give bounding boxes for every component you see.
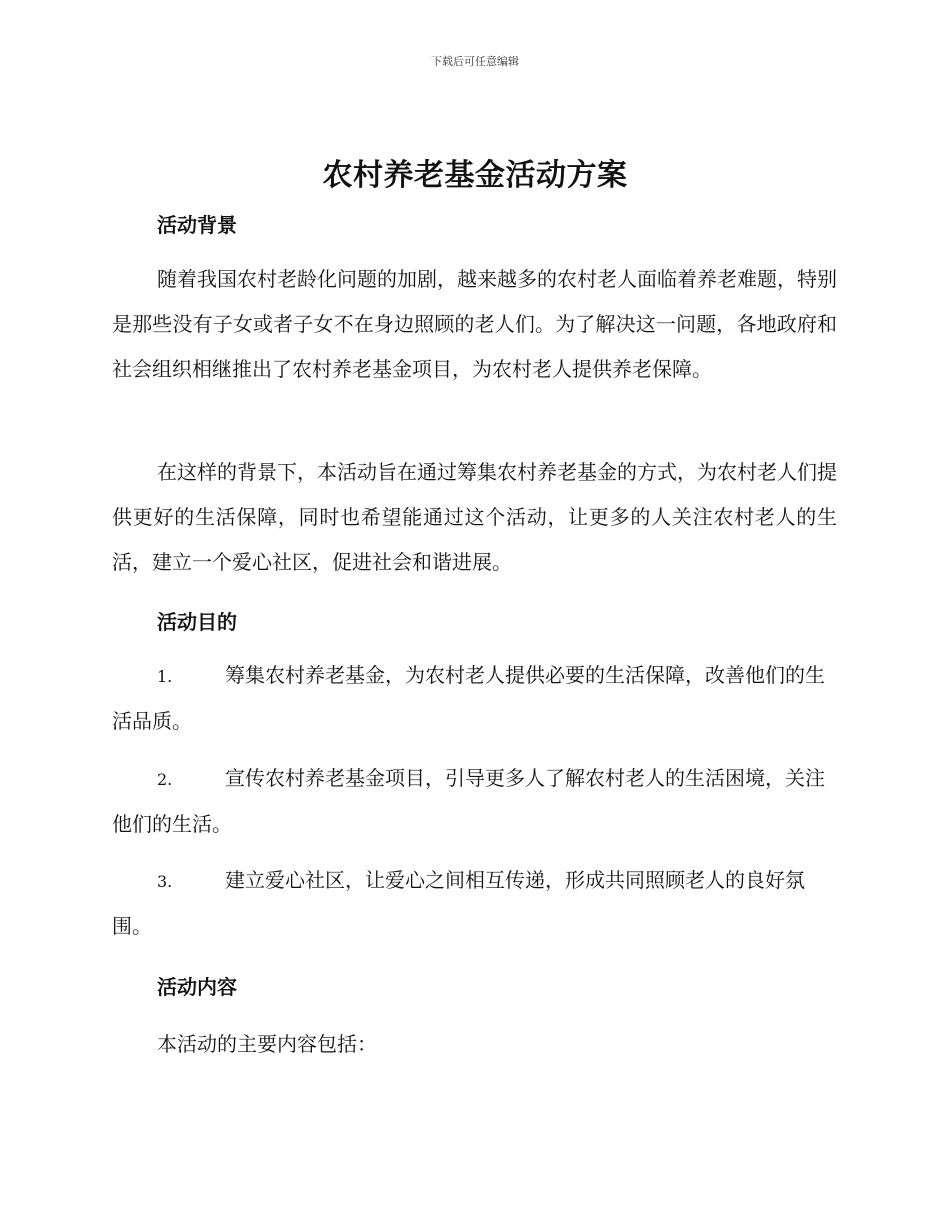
document-title: 农村养老基金活动方案 bbox=[322, 158, 628, 193]
goal-list-item bbox=[112, 653, 837, 744]
section-heading-goals: 活动目的 bbox=[157, 610, 237, 634]
content-intro: 本活动的主要内容包括： bbox=[157, 1032, 377, 1056]
section-heading-background: 活动背景 bbox=[157, 213, 237, 237]
list-number: 3. bbox=[157, 872, 173, 891]
list-number: 2. bbox=[157, 770, 173, 789]
section-heading-content: 活动内容 bbox=[157, 975, 237, 999]
background-paragraph: 在这样的背景下，本活动旨在通过筹集农村养老基金的方式，为农村老人们提供更好的生活保障，同时也希望能通过这个活动，让更多的人关注农村老人的生活，建立一个爱心社区，促进社会和谐进展。 bbox=[112, 460, 837, 574]
background-paragraph: 随着我国农村老龄化问题的加剧，越来越多的农村老人面临着养老难题，特别是那些没有子女或者子女不在身边照顾的老人们。为了解决这一问题，各地政府和社会组织相继推出了农村养老基金项目，为农村老人提供养老保障。 bbox=[112, 267, 837, 381]
goal-list-item bbox=[112, 858, 837, 949]
goal-list-item bbox=[112, 756, 837, 847]
list-number: 1. bbox=[157, 667, 173, 686]
list-item-text: 筹集农村养老基金，为农村老人提供必要的生活保障，改善他们的生活品质。 bbox=[112, 663, 825, 733]
page-header-note: 下载后可任意编辑 bbox=[431, 55, 519, 68]
list-item-text: 宣传农村养老基金项目，引导更多人了解农村老人的生活困境，关注他们的生活。 bbox=[112, 766, 825, 836]
list-item-text: 建立爱心社区，让爱心之间相互传递，形成共同照顾老人的良好氛围。 bbox=[112, 868, 805, 938]
